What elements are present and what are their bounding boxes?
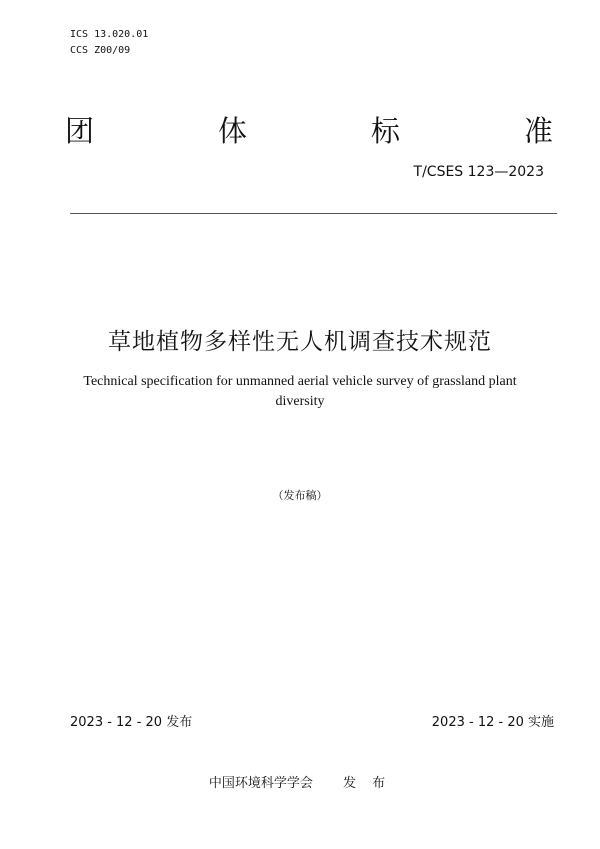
document-title-english: Technical specification for unmanned aerial vehicle survey of grassland plant diversity [83, 374, 517, 409]
implementation-date: 2023 - 12 - 20 实施 [431, 715, 554, 730]
ccs-code: CCS Z00/09 [70, 45, 131, 56]
publisher-name: 中国环境科学学会 [208, 776, 313, 791]
publisher-line [0, 776, 600, 792]
standard-type-char: 团 [65, 114, 95, 148]
standard-type-heading [65, 113, 553, 149]
issue-date: 2023 - 12 - 20 发布 [70, 715, 193, 730]
ics-code: ICS 13.020.01 [70, 29, 149, 40]
header-divider [70, 213, 557, 214]
draft-status: （发布稿） [272, 489, 328, 502]
standard-type-char: 准 [523, 114, 553, 148]
publisher-verb: 发 布 [342, 776, 392, 791]
standard-type-char: 标 [370, 114, 400, 148]
document-title-chinese: 草地植物多样性无人机调查技术规范 [108, 329, 492, 355]
standard-number: T/CSES 123—2023 [413, 164, 544, 180]
standard-type-char: 体 [217, 114, 247, 148]
